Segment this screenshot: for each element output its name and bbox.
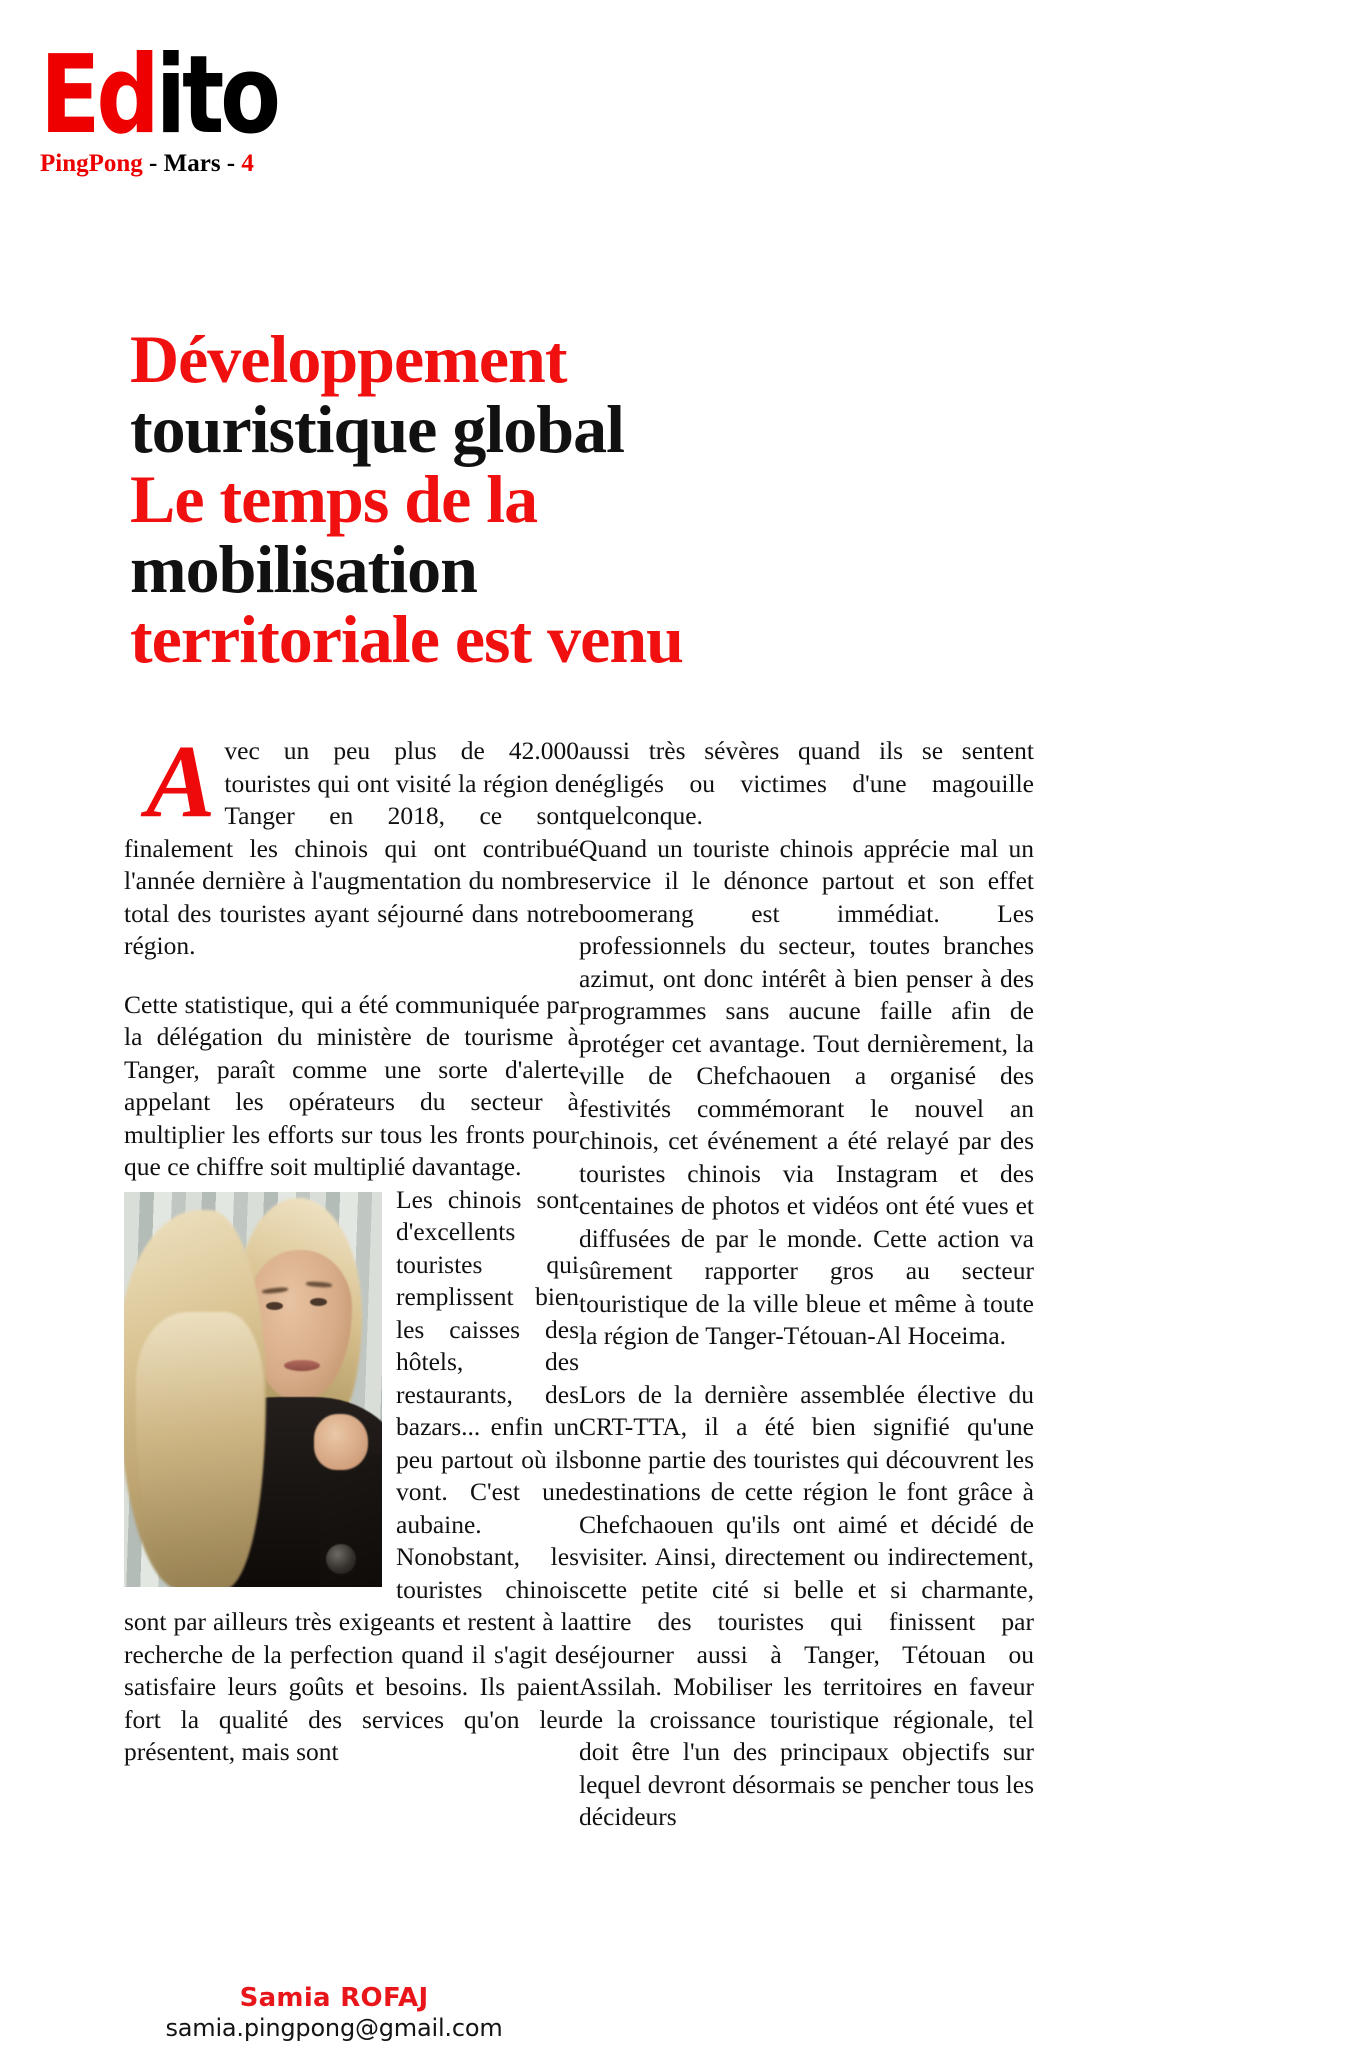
author-photo	[124, 1192, 382, 1587]
photo-hand	[314, 1414, 368, 1470]
issue-separator-right: -	[220, 150, 242, 178]
masthead	[40, 33, 460, 178]
author-email[interactable]: samia.pingpong@gmail.com	[165, 2014, 503, 2042]
page-title	[130, 320, 1130, 677]
author-caption	[124, 1975, 544, 2042]
article-body	[124, 724, 1234, 2035]
drop-cap: A	[146, 724, 216, 839]
photo-eye-left	[266, 1302, 283, 1310]
headline-line-3: Le temps de la	[130, 460, 538, 537]
logo-text-red: Ed	[40, 33, 156, 158]
paragraph-spacer	[124, 963, 579, 989]
headline-line-2: touristique global	[130, 390, 624, 467]
paragraph-spacer	[579, 1353, 1034, 1379]
issue-publication: PingPong	[40, 150, 143, 178]
issue-number: 4	[241, 150, 254, 178]
photo-mouth	[284, 1360, 320, 1371]
paragraph-right-2: Quand un touriste chinois apprécie mal un service il le dénonce partout et son effet boomerang est immédiat. Les professionnels du secteur, toutes branches azimut, ont donc intérêt à bien penser à des programmes sans aucune faille afin de protéger cet avantage. Tout dernièrement, la ville de Chefchaouen a organisé des festivités commémorant le nouvel an chinois, cet événement a été relayé par des touristes chinois via Instagram et des centaines de photos et vidéos ont été vues et diffusées de par le monde. Cette action va sûrement rapporter gros au secteur touristique de la ville bleue et même à toute la région de Tanger-Tétouan-Al Hoceima.	[579, 833, 1034, 1350]
headline-line-5: territoriale est venu	[130, 600, 683, 677]
author-photo-block	[124, 1192, 382, 1587]
article-column-right	[579, 735, 1034, 1834]
paragraph-right-1: aussi très sévères quand ils se sentent négligés ou victimes d'une magouille quelconque.	[579, 736, 1034, 830]
issue-month: Mars	[163, 150, 221, 178]
photo-eye-right	[310, 1298, 327, 1306]
paragraph-left-1: vec un peu plus de 42.000 touristes qui ont visité la région de Tanger en 2018, ce sont finalement les chinois qui ont contribué l'année dernière à l'augmentation du nombre total des touristes ayant séjourné dans notre région.	[124, 736, 579, 960]
issue-separator-left: -	[142, 150, 164, 178]
headline-line-4: mobilisation	[130, 530, 477, 607]
article-column-left	[124, 724, 579, 1769]
paragraph-left-3: Les chinois sont d'excellents touristes qui remplissent bien les caisses des hôtels, des restaurants, des bazars... enfin un peu partout où ils vont. C'est une aubaine. Nonobstant, les touristes chinois sont par ailleurs très exigeants et restent à la recherche de la perfection quand il s'agit de satisfaire leurs goûts et besoins. Ils paient fort la qualité des services qu'on leur présentent, mais sont	[124, 1184, 579, 1766]
logo-text-black: ito	[155, 33, 277, 158]
author-name: Samia ROFAJ	[239, 1983, 429, 2013]
photo-hair-front	[136, 1312, 264, 1586]
edito-logo	[40, 33, 384, 158]
headline-line-1: Développement	[130, 320, 567, 397]
paragraph-left-2: Cette statistique, qui a été communiquée par la délégation du ministère de tourisme à Tanger, paraît comme une sorte d'alerte appelant les opérateurs du secteur à multiplier les efforts sur tous les fronts pour que ce chiffre soit multiplié davantage.	[124, 989, 579, 1181]
paragraph-right-3: Lors de la dernière assemblée élective du CRT-TTA, il a été bien signifié qu'une bonne partie des touristes qui découvrent les destinations de cette région le font grâce à Chefchaouen qu'ils ont aimé et décidé de visiter. Ainsi, directement ou indirectement, cette petite cité si belle et si charmante, attire des touristes qui finissent par séjourner aussi à Tanger, Tétouan ou Assilah. Mobiliser les territoires en faveur de la croissance touristique régionale, tel doit être l'un des principaux objectifs sur lequel devront désormais se pencher tous les décideurs	[579, 1379, 1034, 1831]
photo-coat-button	[326, 1544, 356, 1574]
